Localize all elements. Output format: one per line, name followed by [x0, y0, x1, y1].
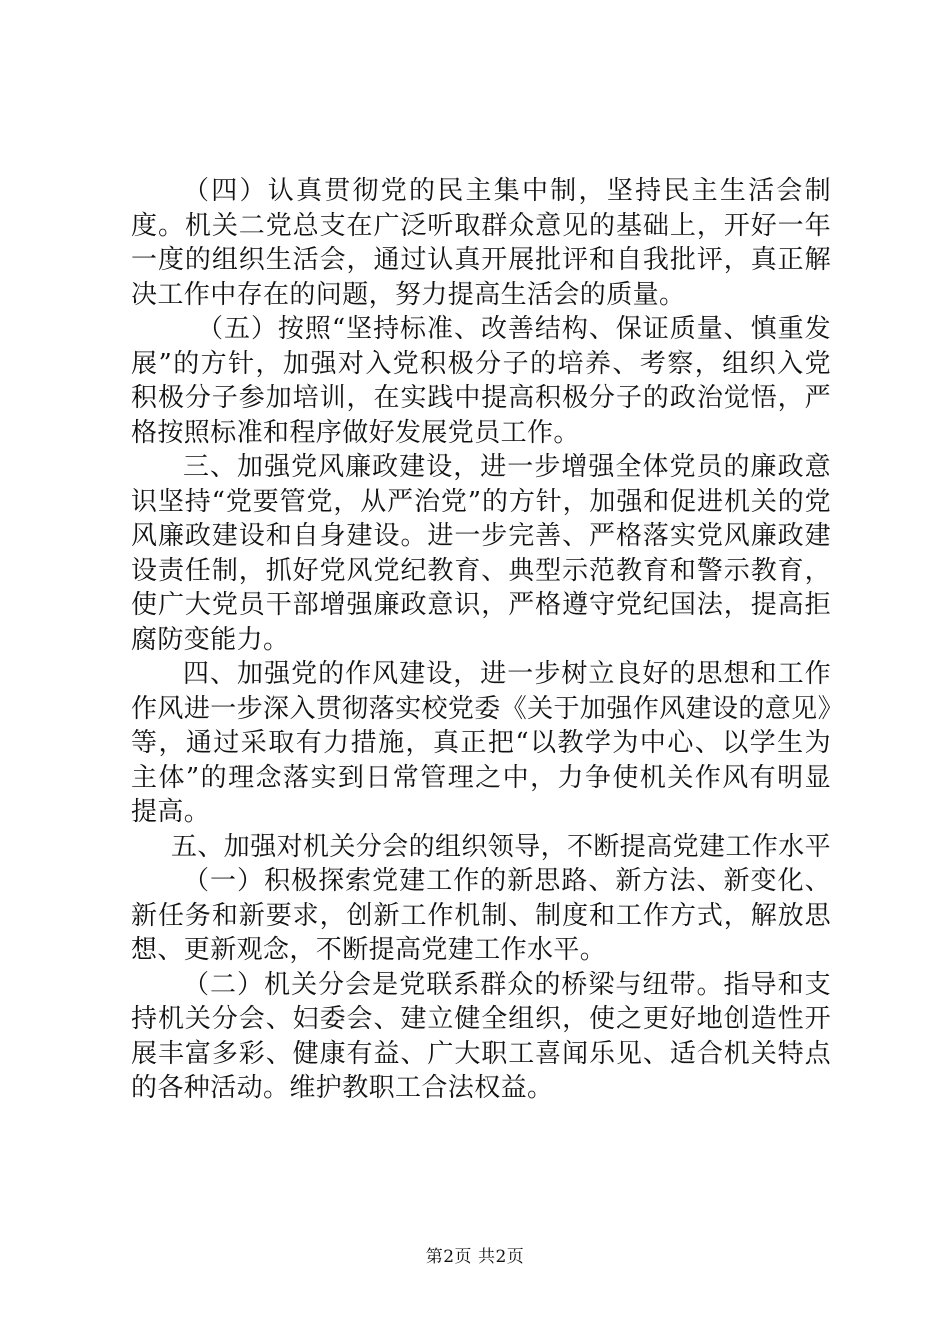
document-body — [131, 174, 831, 1106]
paragraph-clean-governance: 三、加强党风廉政建设，进一步增强全体党员的廉政意识坚持“党要管党，从严治党”的方针，加强和促进机关的党风廉政建设和自身建设。进一步完善、严格落实党风廉政建设责任制，抓好党风党纪教育、典型示范教育和警示教育，使广大党员干部增强廉政意识，严格遵守党纪国法，提高拒腐防变能力。 — [131, 452, 831, 655]
paragraph-work-style: 四、加强党的作风建设，进一步树立良好的思想和工作作风进一步深入贯彻落实校党委《关于加强作风建设的意见》等，通过采取有力措施，真正把“以教学为中心、以学生为主体”的理念落实到日常管理之中，力争使机关作风有明显提高。 — [131, 659, 831, 827]
paragraph-new-approaches: （一）积极探索党建工作的新思路、新方法、新变化、新任务和新要求，创新工作机制、制度和工作方式，解放思想、更新观念，不断提高党建工作水平。 — [131, 866, 831, 965]
paragraph-party-development: （五）按照“坚持标准、改善结构、保证质量、慎重发展”的方针，加强对入党积极分子的培养、考察，组织入党积极分子参加培训，在实践中提高积极分子的政治觉悟，严格按照标准和程序做好发展党员工作。 — [131, 314, 831, 448]
page-number-footer: 第2页 共2页 — [425, 1247, 525, 1267]
paragraph-branch-leadership-heading: 五、加强对机关分会的组织领导，不断提高党建工作水平 — [171, 831, 832, 862]
paragraph-branch-bridge: （二）机关分会是党联系群众的桥梁与纽带。指导和支持机关分会、妇委会、建立健全组织，使之更好地创造性开展丰富多彩、健康有益、广大职工喜闻乐见、适合机关特点的各种活动。维护教职工合法权益。 — [131, 969, 831, 1103]
paragraph-democratic-centralism: （四）认真贯彻党的民主集中制，坚持民主生活会制度。机关二党总支在广泛听取群众意见的基础上，开好一年一度的组织生活会，通过认真开展批评和自我批评，真正解决工作中存在的问题，努力提高生活会的质量。 — [131, 176, 831, 310]
